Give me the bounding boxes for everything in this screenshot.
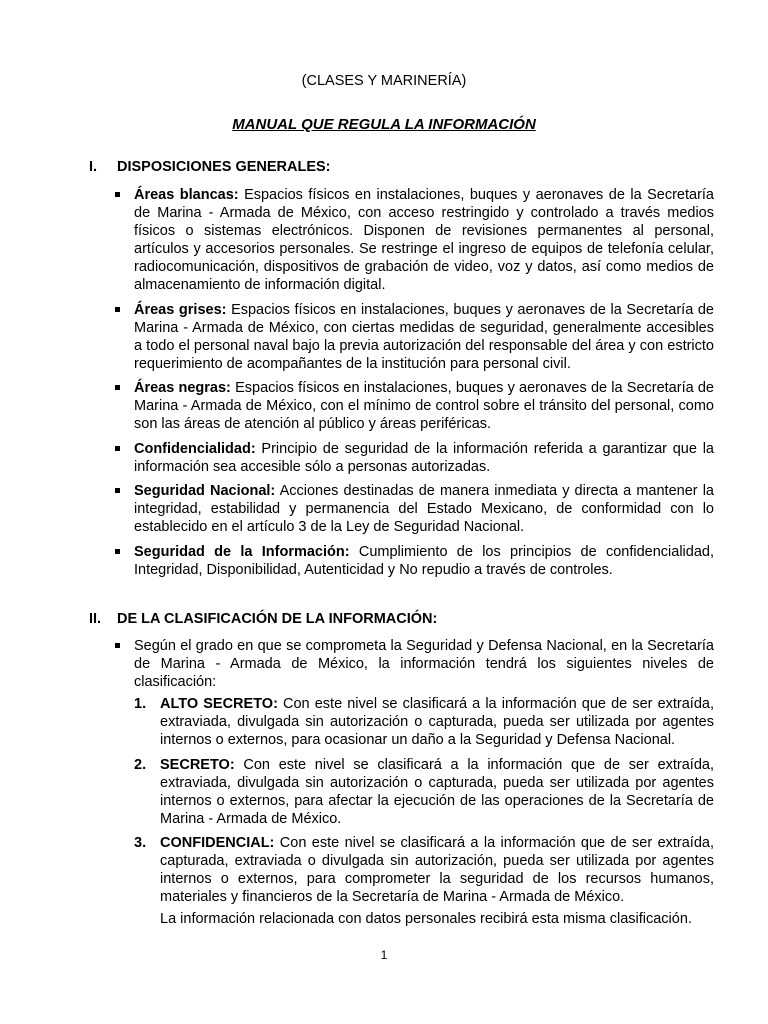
classification-level: [134, 756, 714, 828]
section-1-title: DISPOSICIONES GENERALES:: [117, 159, 331, 175]
classification-level: [134, 695, 714, 749]
level-number: 3.: [134, 835, 147, 851]
level-number: 2.: [134, 756, 147, 773]
section-1-heading: [89, 158, 331, 176]
definition-term: Áreas grises:: [134, 301, 227, 318]
section-2-number: II.: [89, 611, 102, 627]
document-subtitle: (CLASES Y MARINERÍA): [301, 73, 467, 89]
classification-intro: Según el grado en que se comprometa la Seguridad y Defensa Nacional, en la Secretaría de Marina - Armada de México, la información tendrá los siguientes niveles de clasificación:: [134, 638, 714, 690]
list-item: [112, 301, 714, 373]
document-title: MANUAL QUE REGULA LA INFORMACIÓN: [232, 116, 536, 133]
definition-term: Seguridad Nacional:: [134, 483, 276, 499]
definition-term: Áreas negras:: [134, 380, 231, 396]
classification-list: [112, 637, 714, 935]
definition-term: Áreas blancas:: [134, 187, 239, 203]
classification-levels: [134, 695, 714, 928]
level-term: CONFIDENCIAL:: [160, 835, 275, 851]
section-1-number: I.: [89, 159, 98, 175]
section-2-title: DE LA CLASIFICACIÓN DE LA INFORMACIÓN:: [117, 611, 438, 627]
definition-text: Principio de seguridad de la información referida a garantizar que la información sea accesible sólo a personas autorizadas.: [134, 440, 714, 475]
list-item: [112, 440, 714, 476]
definition-term: Confidencialidad:: [134, 440, 256, 457]
definition-term: Seguridad de la Información:: [134, 543, 350, 560]
definition-text: Cumplimiento de los principios de confidencialidad, Integridad, Disponibilidad, Autenticidad y No repudio a través de controles.: [134, 543, 714, 578]
definition-text: Espacios físicos en instalaciones, buques y aeronaves de la Secretaría de Marina - Armada de México, con acceso restringido y controlado a través medios físicos o sistemas electrónicos. Disponen de revisiones permanentes al personal, artículos y accesorios personales. Se restringe el ingreso de equipos de telefonía celular, radiocomunicación, dispositivos de grabación de video, voz y datos, así como medios de almacenamiento de información digital.: [134, 187, 714, 293]
section-2-heading: [89, 610, 437, 628]
classification-level: [134, 834, 714, 928]
definition-text: Acciones destinadas de manera inmediata y directa a mantener la integridad, estabilidad y permanencia del Estado Mexicano, de conformidad con lo establecido en el artículo 3 de la Ley de Seguridad Nacional.: [134, 483, 714, 535]
level-term: SECRETO:: [160, 756, 235, 773]
list-item: [112, 186, 714, 294]
level-number: 1.: [134, 696, 147, 712]
list-item: [112, 482, 714, 536]
definition-text: Espacios físicos en instalaciones, buques y aeronaves de la Secretaría de Marina - Armada de México, con ciertas medidas de seguridad, generalmente accesibles a todo el personal naval bajo la previa autorización del responsable del área y con estricto requerimiento de acompañantes de la institución para personal civil.: [134, 301, 714, 372]
level-text: Con este nivel se clasificará a la información que de ser extraída, extraviada, divulgada sin autorización o capturada, pueda ser utilizada por agentes internos o externos, para ocasionar un daño a la Seguridad y Defensa Nacional.: [160, 696, 714, 748]
page-number: 1: [380, 948, 388, 962]
list-item: [112, 637, 714, 928]
personal-data-note: La información relacionada con datos personales recibirá esta misma clasificación.: [160, 911, 692, 927]
level-text: Con este nivel se clasificará a la información que de ser extraída, extraviada, divulgada sin autorización o capturada, pueda ser utilizada por agentes internos o externos, para afectar la ejecución de las operaciones de la Secretaría de Marina - Armada de México.: [160, 756, 714, 827]
level-term: ALTO SECRETO:: [160, 696, 278, 712]
definition-text: Espacios físicos en instalaciones, buques y aeronaves de la Secretaría de Marina - Armada de México, con el mínimo de control sobre el tránsito del personal, como son las áreas de atención al público y áreas periféricas.: [134, 380, 714, 432]
definitions-list: [112, 186, 714, 585]
list-item: [112, 543, 714, 579]
level-text: Con este nivel se clasificará a la información que de ser extraída, capturada, extraviada o divulgada sin autorización, pueda ser utilizada por agentes internos o externos, para comprometer la seguridad de los recursos humanos, materiales y financieros de la Secretaría de Marina - Armada de México.: [160, 835, 714, 905]
list-item: [112, 379, 714, 433]
